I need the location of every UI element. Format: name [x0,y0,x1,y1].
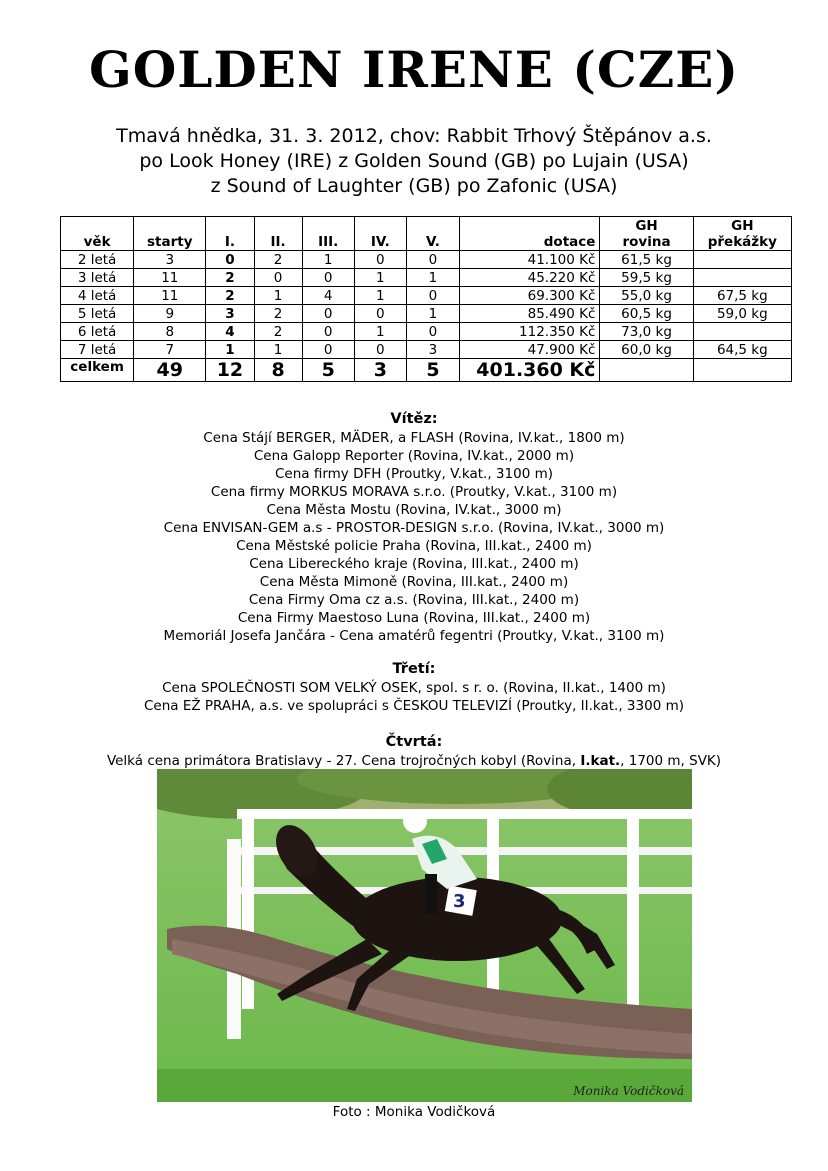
cell-earnings: 47.900 Kč [460,341,600,359]
cell-second: 2 [254,305,302,323]
third-list [0,679,828,715]
cell-gh-flat [600,359,693,382]
header-gh-jumps: GH překážky [693,217,791,251]
cell-second: 2 [254,251,302,269]
cell-earnings: 85.490 Kč [460,305,600,323]
cell-fifth: 0 [406,287,459,305]
cell-gh-jumps: 59,0 kg [693,305,791,323]
third-heading: Třetí: [392,661,436,677]
cell-age: 4 letá [61,287,134,305]
saddle-number: 3 [453,891,466,912]
list-item: Cena Městské policie Praha (Rovina, III.kat., 2400 m) [236,538,592,554]
cell-second: 8 [254,359,302,382]
winner-list [0,429,828,645]
cell-starts: 49 [134,359,206,382]
cell-earnings: 112.350 Kč [460,323,600,341]
cell-gh-jumps: 67,5 kg [693,287,791,305]
header-starts: starty [134,217,206,251]
cell-gh-jumps [693,359,791,382]
table-total-row [61,359,792,382]
photo-watermark: Monika Vodičková [573,1084,684,1098]
cell-first: 12 [206,359,254,382]
subtitle-line-1: Tmavá hnědka, 31. 3. 2012, chov: Rabbit Trhový Štěpánov a.s. [116,125,712,147]
career-stats-table [60,216,792,382]
cell-fourth: 0 [354,341,406,359]
cell-gh-flat: 73,0 kg [600,323,693,341]
third-section [0,660,828,715]
cell-first: 2 [206,269,254,287]
table-row [61,269,792,287]
cell-first: 1 [206,341,254,359]
header-age: věk [61,217,134,251]
cell-starts: 8 [134,323,206,341]
photo-caption: Foto : Monika Vodičková [332,1104,496,1120]
cell-fourth: 0 [354,251,406,269]
cell-third: 0 [302,341,354,359]
table-row [61,305,792,323]
cell-earnings: 69.300 Kč [460,287,600,305]
table-row [61,251,792,269]
cell-second: 1 [254,341,302,359]
cell-fifth: 5 [406,359,459,382]
list-item: Memoriál Josefa Jančára - Cena amatérů fegentri (Proutky, V.kat., 3100 m) [163,628,665,644]
list-item: Cena firmy DFH (Proutky, V.kat., 3100 m) [274,466,553,482]
header-gh-flat: GH rovina [600,217,693,251]
cell-age: 7 letá [61,341,134,359]
fourth-section [0,733,828,770]
cell-age: 2 letá [61,251,134,269]
subtitle-line-3: z Sound of Laughter (GB) po Zafonic (USA) [210,175,618,197]
winner-section [0,410,828,645]
cell-first: 0 [206,251,254,269]
cell-starts: 11 [134,287,206,305]
cell-age: celkem [61,359,134,382]
cell-fifth: 1 [406,305,459,323]
header-second: II. [254,217,302,251]
cell-second: 0 [254,269,302,287]
cell-starts: 7 [134,341,206,359]
cell-gh-jumps [693,323,791,341]
cell-age: 5 letá [61,305,134,323]
cell-fifth: 1 [406,269,459,287]
cell-fifth: 3 [406,341,459,359]
fourth-heading: Čtvrtá: [385,734,443,750]
list-item: Cena firmy MORKUS MORAVA s.r.o. (Proutky, V.kat., 3100 m) [210,484,618,500]
cell-fifth: 0 [406,251,459,269]
cell-gh-flat: 55,0 kg [600,287,693,305]
cell-third: 0 [302,269,354,287]
cell-age: 6 letá [61,323,134,341]
cell-third: 4 [302,287,354,305]
cell-starts: 11 [134,269,206,287]
cell-earnings: 401.360 Kč [460,359,600,382]
cell-gh-jumps [693,269,791,287]
list-item: Cena SPOLEČNOSTI SOM VELKÝ OSEK, spol. s r. o. (Rovina, II.kat., 1400 m) [162,680,666,696]
cell-gh-jumps: 64,5 kg [693,341,791,359]
cell-first: 4 [206,323,254,341]
list-item: Cena EŽ PRAHA, a.s. ve spolupráci s ČESKOU TELEVIZÍ (Proutky, II.kat., 3300 m) [144,698,684,714]
cell-starts: 3 [134,251,206,269]
cell-second: 2 [254,323,302,341]
list-item: Cena Libereckého kraje (Rovina, III.kat., 2400 m) [249,556,579,572]
table-header-row [61,217,792,251]
cell-third: 0 [302,323,354,341]
subtitle-line-2: po Look Honey (IRE) z Golden Sound (GB) po Lujain (USA) [139,150,689,172]
table-row [61,341,792,359]
list-item: Cena Města Mimoně (Rovina, III.kat., 2400 m) [259,574,569,590]
cell-gh-jumps [693,251,791,269]
fourth-item: Velká cena primátora Bratislavy - 27. Cena trojročných kobyl (Rovina, I.kat., 1700 m, SVK) [106,753,722,769]
page-title: GOLDEN IRENE (CZE) [89,40,739,99]
cell-first: 3 [206,305,254,323]
cell-gh-flat: 60,0 kg [600,341,693,359]
cell-age: 3 letá [61,269,134,287]
list-item: Cena Firmy Oma cz a.s. (Rovina, III.kat., 2400 m) [248,592,580,608]
cell-gh-flat: 59,5 kg [600,269,693,287]
header-third: III. [302,217,354,251]
cell-earnings: 41.100 Kč [460,251,600,269]
cell-third: 0 [302,305,354,323]
cell-fourth: 3 [354,359,406,382]
header-fifth: V. [406,217,459,251]
header-fourth: IV. [354,217,406,251]
list-item: Cena Města Mostu (Rovina, IV.kat., 3000 m) [266,502,562,518]
race-photo [157,769,692,1102]
cell-third: 1 [302,251,354,269]
table-row [61,287,792,305]
cell-gh-flat: 60,5 kg [600,305,693,323]
list-item: Cena ENVISAN-GEM a.s - PROSTOR-DESIGN s.r.o. (Rovina, IV.kat., 3000 m) [163,520,665,536]
cell-first: 2 [206,287,254,305]
cell-third: 5 [302,359,354,382]
cell-gh-flat: 61,5 kg [600,251,693,269]
table-row [61,323,792,341]
header-first: I. [206,217,254,251]
cell-fifth: 0 [406,323,459,341]
cell-earnings: 45.220 Kč [460,269,600,287]
cell-starts: 9 [134,305,206,323]
header-earnings: dotace [460,217,600,251]
list-item: Cena Stájí BERGER, MÄDER, a FLASH (Rovina, IV.kat., 1800 m) [203,430,625,446]
cell-fourth: 1 [354,269,406,287]
cell-fourth: 1 [354,287,406,305]
cell-fourth: 1 [354,323,406,341]
list-item: Cena Firmy Maestoso Luna (Rovina, III.kat., 2400 m) [237,610,591,626]
horse-jumping-illustration [157,769,692,1102]
cell-fourth: 0 [354,305,406,323]
winner-heading: Vítěz: [390,411,438,427]
list-item: Cena Galopp Reporter (Rovina, IV.kat., 2000 m) [253,448,575,464]
cell-second: 1 [254,287,302,305]
